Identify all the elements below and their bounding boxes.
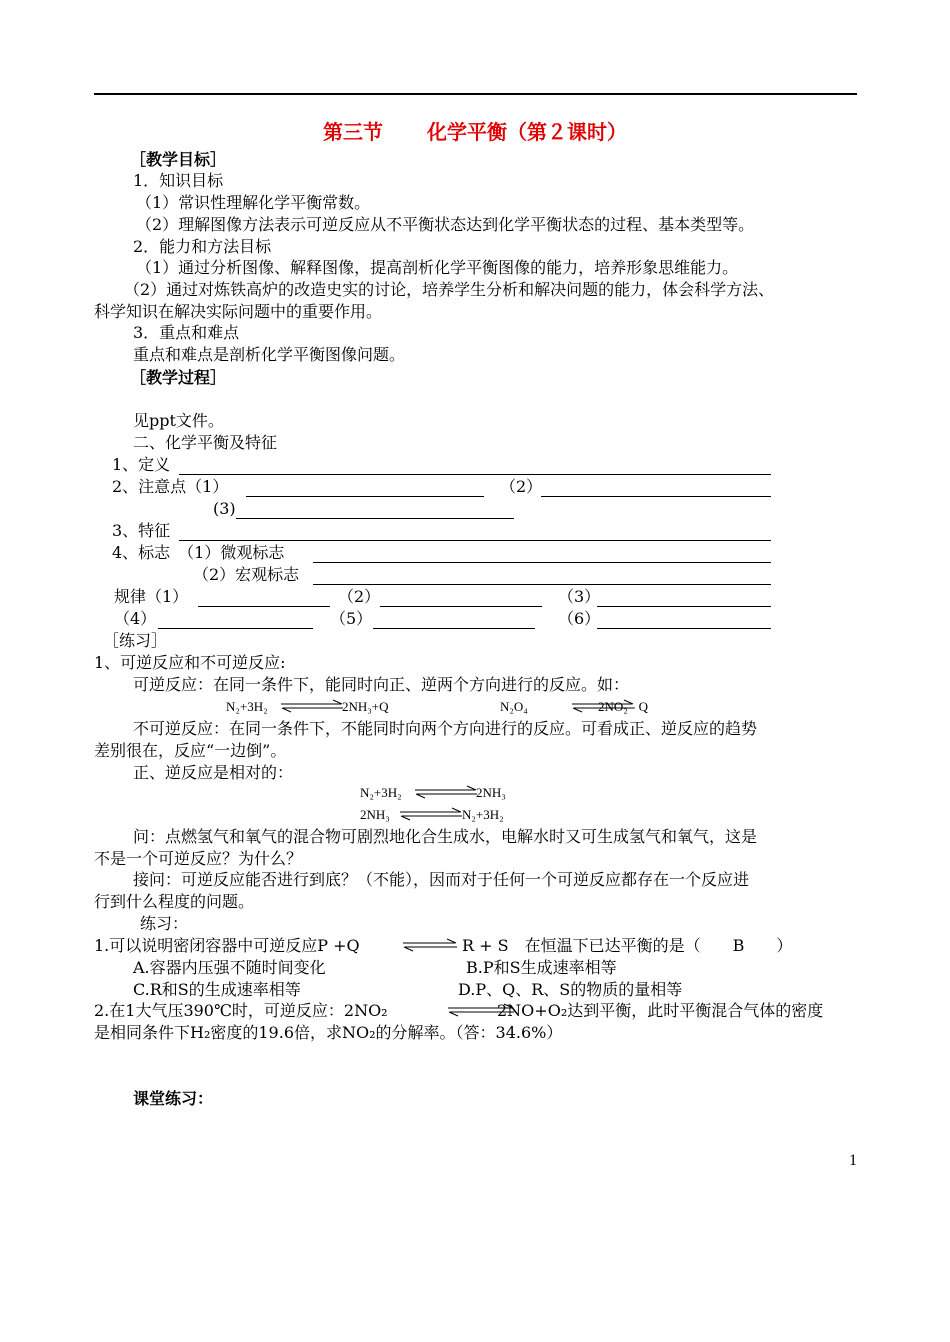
- feature-blank[interactable]: [179, 524, 771, 541]
- relative-note: 正、逆反应是相对的：: [133, 763, 294, 782]
- equilibrium-arrow-icon: [398, 807, 464, 821]
- rule-label-3: （3）: [558, 587, 601, 606]
- rule-blank-4[interactable]: [158, 612, 313, 629]
- notes-blank-2[interactable]: [541, 480, 771, 497]
- sign-label-macro: （2）宏观标志: [193, 565, 300, 584]
- title-section: 第三节: [323, 120, 383, 144]
- sign-macro-blank[interactable]: [313, 568, 771, 585]
- followup-line1: 接问：可逆反应能否进行到底？（不能），因而对于任何一个可逆反应都存在一个反应进: [133, 870, 750, 889]
- process-header: ［教学过程］: [130, 368, 227, 387]
- exercise-title: 练习：: [140, 914, 189, 933]
- exercise1-option-a: A.容器内压强不随时间变化: [133, 958, 326, 977]
- classwork-heading: 课堂练习：: [133, 1089, 214, 1108]
- definition-label: 1、定义: [112, 455, 171, 474]
- difficulty-title: 3．重点和难点: [133, 323, 240, 342]
- equilibrium-arrow-icon: [279, 699, 345, 713]
- exercise1-option-d: D.P、Q、R、S的物质的量相等: [458, 980, 683, 999]
- knowledge-goal-2: （2）理解图像方法表示可逆反应从不平衡状态达到化学平衡状态的过程、基本类型等。: [136, 215, 755, 234]
- notes-blank-3[interactable]: [236, 502, 514, 519]
- page-title: [0, 118, 950, 146]
- rule-label-4: （4）: [114, 609, 157, 628]
- exercise1-option-b: B.P和S生成速率相等: [466, 958, 617, 977]
- definition-blank[interactable]: [179, 458, 771, 475]
- knowledge-goal-title: 1．知识目标: [133, 171, 224, 190]
- rule-label-1: 规律（1）: [114, 587, 189, 606]
- rule-blank-2[interactable]: [380, 590, 542, 607]
- exercise1-stem-b: R + S 在恒温下已达平衡的是（ B ）: [462, 936, 793, 955]
- exercise2-stem-b: 2NO+O₂达到平衡，此时平衡混合气体的密度: [497, 1001, 824, 1020]
- irreversible-def-line1: 不可逆反应：在同一条件下，不能同时向两个方向进行的反应。可看成正、逆反应的趋势: [133, 719, 758, 738]
- rule-blank-6[interactable]: [597, 612, 771, 629]
- page-number: 1: [849, 1152, 857, 1169]
- sign-label-micro: 4、标志 （1）微观标志: [112, 543, 285, 562]
- equilibrium-arrow-icon: [413, 785, 479, 799]
- eq1-products: 2NH₃+Q: [342, 699, 389, 714]
- difficulty-text: 重点和难点是剖析化学平衡图像问题。: [133, 345, 406, 364]
- question-line1: 问：点燃氢气和氧气的混合物可剧烈地化合生成水，电解水时又可生成氢气和氧气，这是: [133, 827, 758, 846]
- notes-label-3: (3): [213, 499, 236, 518]
- rule-blank-3[interactable]: [597, 590, 771, 607]
- practice-header: ［练习］: [103, 631, 168, 650]
- exercise1-stem-a: 1.可以说明密闭容器中可逆反应P +Q: [94, 936, 360, 955]
- eq1-reactants: N₂+3H₂: [226, 699, 268, 714]
- practice-q1-title: 1、可逆反应和不可逆反应:: [94, 653, 286, 672]
- exercise2-line2: 是相同条件下H₂密度的19.6倍，求NO₂的分解率。（答：34.6%）: [94, 1023, 563, 1042]
- exercise2-stem-a: 2.在1大气压390℃时，可逆反应：2NO₂: [94, 1001, 388, 1020]
- followup-line2: 行到什么程度的问题。: [94, 892, 255, 911]
- ability-goal-1: （1）通过分析图像、解释图像，提高剖析化学平衡图像的能力，培养形象思维能力。: [136, 258, 739, 277]
- knowledge-goal-1: （1）常识性理解化学平衡常数。: [136, 193, 371, 212]
- sign-micro-blank[interactable]: [313, 546, 771, 563]
- rule-blank-5[interactable]: [373, 612, 535, 629]
- eq4-products: N₂+3H₂: [462, 807, 504, 822]
- rule-label-2: （2）: [338, 587, 381, 606]
- rule-blank-1[interactable]: [198, 590, 330, 607]
- section-2-heading: 二、化学平衡及特征: [133, 433, 278, 452]
- eq4-reactants: 2NH₃: [360, 807, 390, 822]
- title-topic: 化学平衡（第２课时）: [427, 120, 627, 144]
- eq3-products: 2NH₃: [476, 785, 506, 800]
- equilibrium-arrow-icon: [401, 938, 459, 952]
- feature-label: 3、特征: [112, 521, 171, 540]
- notes-label-1: 2、注意点（1）: [112, 477, 229, 496]
- reversible-definition: 可逆反应：在同一条件下，能同时向正、逆两个方向进行的反应。如：: [133, 675, 630, 694]
- eq2-products: 2NO₂ - Q: [598, 699, 649, 714]
- rule-label-6: （6）: [558, 609, 601, 628]
- objectives-header: ［教学目标］: [130, 150, 227, 169]
- notes-blank-1[interactable]: [246, 480, 484, 497]
- irreversible-def-line2: 差别很在，反应“一边倒”。: [94, 741, 287, 760]
- question-line2: 不是一个可逆反应？为什么？: [94, 849, 303, 868]
- ability-goal-title: 2．能力和方法目标: [133, 237, 272, 256]
- ability-goal-2-line1: （2）通过对炼铁高炉的改造史实的讨论，培养学生分析和解决问题的能力，体会科学方法、: [124, 280, 775, 299]
- ppt-note: 见ppt文件。: [133, 411, 224, 430]
- header-rule: [94, 93, 857, 95]
- rule-label-5: （5）: [330, 609, 373, 628]
- exercise1-option-c: C.R和S的生成速率相等: [133, 980, 301, 999]
- eq3-reactants: N₂+3H₂: [360, 785, 402, 800]
- eq2-reactants: N₂O₄: [500, 699, 528, 714]
- notes-label-2: （2）: [500, 477, 543, 496]
- ability-goal-2-line2: 科学知识在解决实际问题中的重要作用。: [94, 302, 383, 321]
